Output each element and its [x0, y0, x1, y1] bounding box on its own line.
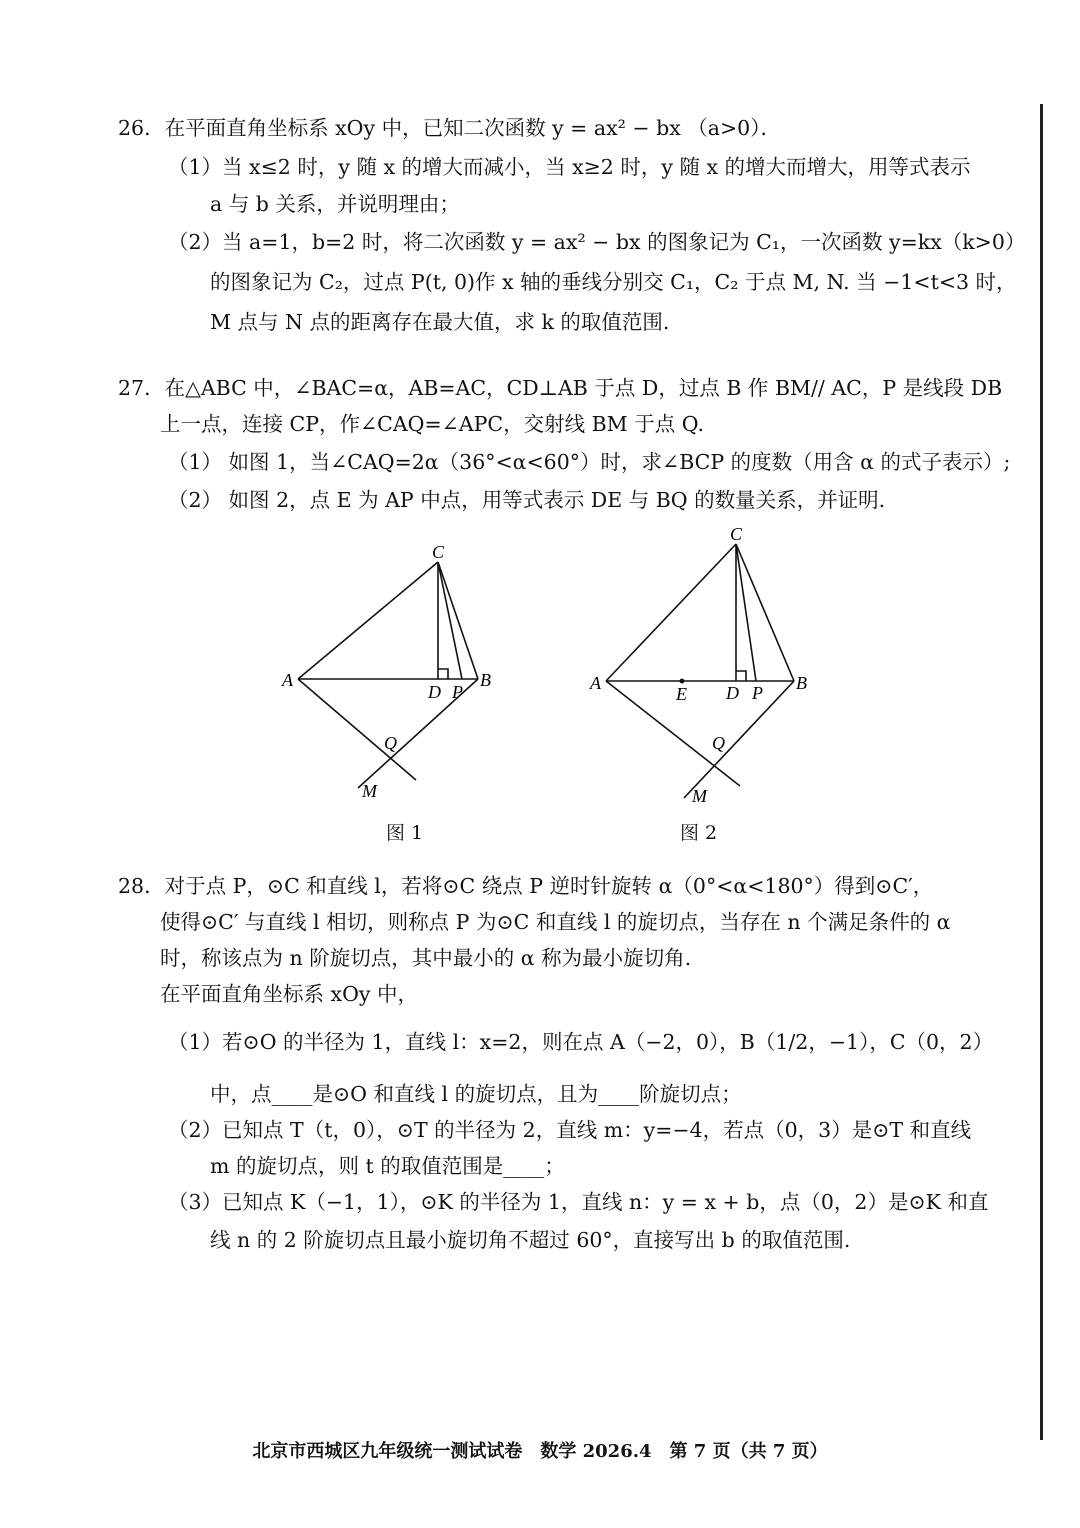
q26-part2-line2: 的图象记为 C₂，过点 P(t, 0)作 x 轴的垂线分别交 C₁，C₂ 于点 M, N. 当 −1<t<3 时， — [210, 270, 1017, 294]
fig1-label-m: M — [362, 781, 377, 801]
q28-part3-line1: （3）已知点 K（−1，1），⊙K 的半径为 1，直线 n：y = x + b，点（0，2）是⊙K 和直 — [168, 1190, 989, 1214]
fig1-label-a: A — [282, 670, 293, 690]
fig2-label-p: P — [752, 683, 763, 703]
fig2-label-e: E — [676, 684, 687, 704]
q28-part2-line1: （2）已知点 T（t，0），⊙T 的半径为 2，直线 m：y=−4，若点（0，3）是⊙T 和直线 — [168, 1118, 972, 1142]
fig2-point-e — [680, 679, 685, 684]
q28-part3-line2: 线 n 的 2 阶旋切点且最小旋切角不超过 60°，直接写出 b 的取值范围. — [210, 1228, 851, 1252]
q28-stem-line3: 时，称该点为 n 阶旋切点，其中最小的 α 称为最小旋切角. — [160, 946, 692, 970]
q28-stem-line4: 在平面直角坐标系 xOy 中， — [160, 982, 418, 1006]
q27-part1: （1） 如图 1，当∠CAQ=2α（36°<α<60°）时，求∠BCP 的度数（用含 α 的式子表示）; — [168, 450, 1011, 474]
q28-part1-line2: 中，点____是⊙O 和直线 l 的旋切点，且为____阶旋切点； — [210, 1082, 742, 1106]
q28-part2-line2: m 的旋切点，则 t 的取值范围是____； — [210, 1154, 565, 1178]
fig2-label-b: B — [796, 673, 807, 693]
q27-part2: （2） 如图 2，点 E 为 AP 中点，用等式表示 DE 与 BQ 的数量关系，并证明. — [168, 488, 886, 512]
fig1-label-c: C — [432, 542, 445, 562]
q26-part2-line3: M 点与 N 点的距离存在最大值，求 k 的取值范围. — [210, 310, 670, 334]
q27-stem-line2: 上一点，连接 CP，作∠CAQ=∠APC，交射线 BM 于点 Q. — [160, 412, 705, 436]
fig2-side-ac — [606, 544, 736, 681]
fig2-side-cb — [736, 544, 794, 681]
fig2-ray-bm — [684, 681, 794, 798]
q28-part1-line1: （1）若⊙O 的半径为 1，直线 l：x=2，则在点 A（−2，0），B（1/2，−1），C（0，2） — [168, 1030, 994, 1054]
page-footer: 北京市西城区九年级统一测试试卷 数学 2026.4 第 7 页（共 7 页） — [252, 1441, 828, 1462]
q26-part1-line2: a 与 b 关系，并说明理由； — [210, 192, 460, 216]
fig2-label-a: A — [590, 673, 601, 693]
q26-part1-line1: （1）当 x≤2 时，y 随 x 的增大而减小，当 x≥2 时，y 随 x 的增大而增大，用等式表示 — [168, 155, 971, 179]
fig2-label-m: M — [692, 786, 707, 806]
fig1-label-b: B — [480, 670, 491, 690]
fig2-label-d: D — [726, 683, 739, 703]
q28-stem-line2: 使得⊙C′ 与直线 l 相切，则称点 P 为⊙C 和直线 l 的旋切点，当存在 n 个满足条件的 α — [160, 910, 951, 934]
fig2-label-q: Q — [712, 733, 725, 753]
fig1-label-q: Q — [384, 733, 397, 753]
figure-1-caption: 图 1 — [386, 822, 424, 844]
fig2-right-angle-mark — [736, 671, 746, 681]
q27-stem-line1: 27．在△ABC 中，∠BAC=α，AB=AC，CD⊥AB 于点 D，过点 B 作 BM// AC，P 是线段 DB — [118, 376, 1003, 400]
q28-stem-line1: 28．对于点 P，⊙C 和直线 l，若将⊙C 绕点 P 逆时针旋转 α（0°<α<180°）得到⊙C′， — [118, 874, 934, 898]
fig1-label-d: D — [428, 682, 441, 702]
fig2-label-c: C — [730, 524, 743, 544]
figure-2-caption: 图 2 — [680, 822, 718, 844]
fig2-segment-cp — [736, 544, 756, 681]
q26-stem: 26．在平面直角坐标系 xOy 中，已知二次函数 y = ax² − bx （a>0）． — [118, 116, 781, 140]
q26-part2-line1: （2）当 a=1，b=2 时，将二次函数 y = ax² − bx 的图象记为 C₁，一次函数 y=kx（k>0） — [168, 230, 1026, 254]
fig1-label-p: P — [452, 682, 463, 702]
